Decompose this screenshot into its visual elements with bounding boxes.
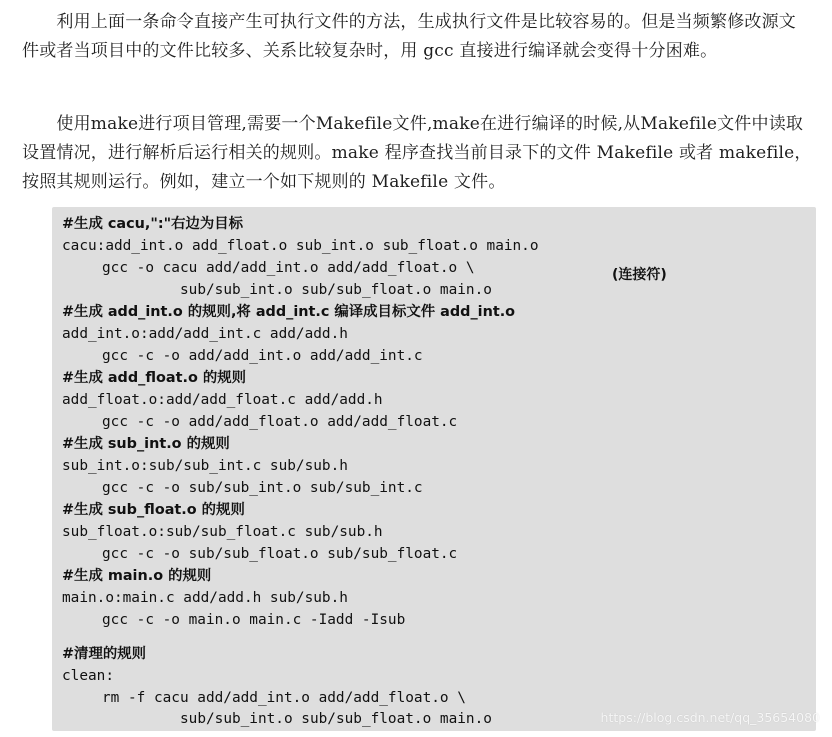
code-continuation-line: sub/sub_int.o sub/sub_float.o main.o	[180, 282, 492, 298]
code-rule-line: sub_float.o:sub/sub_float.c sub/sub.h	[62, 524, 383, 540]
watermark-text: https://blog.csdn.net/qq_35654080	[600, 710, 820, 725]
code-command-line: gcc -o cacu add/add_int.o add/add_float.o \	[102, 260, 475, 276]
makefile-code-block	[52, 207, 816, 731]
code-comment-line: #生成 add_float.o 的规则	[62, 370, 247, 386]
code-rule-line: cacu:add_int.o add_float.o sub_int.o sub_float.o main.o	[62, 238, 539, 254]
code-comment-line: #生成 main.o 的规则	[62, 568, 212, 584]
code-continuation-line: sub/sub_int.o sub/sub_float.o main.o	[180, 711, 492, 727]
code-command-line: rm -f cacu add/add_int.o add/add_float.o \	[102, 690, 466, 706]
code-comment-line: #生成 cacu,":"右边为目标	[62, 216, 244, 232]
code-command-line: gcc -c -o sub/sub_float.o sub/sub_float.c	[102, 546, 458, 562]
code-rule-line: sub_int.o:sub/sub_int.c sub/sub.h	[62, 458, 348, 474]
code-rule-line: main.o:main.c add/add.h sub/sub.h	[62, 590, 348, 606]
code-comment-line: #生成 sub_float.o 的规则	[62, 502, 245, 518]
code-command-line: gcc -c -o add/add_float.o add/add_float.c	[102, 414, 458, 430]
code-rule-line: clean:	[62, 668, 114, 684]
code-comment-line: #生成 sub_int.o 的规则	[62, 436, 230, 452]
intro-paragraph: 利用上面一条命令直接产生可执行文件的方法，生成执行文件是比较容易的。但是当频繁修改源文件或者当项目中的文件比较多、关系比较复杂时，用 gcc 直接进行编译就会变得十分困难。	[22, 12, 796, 61]
code-command-line: gcc -c -o main.o main.c -Iadd -Isub	[102, 612, 406, 628]
makefile-paragraph: 使用make进行项目管理,需要一个Makefile文件,make在进行编译的时候,从Makefile文件中读取设置情况，进行解析后运行相关的规则。make 程序查找当前目录下的文件 Makefile 或者 makefile，按照其规则运行。例如，建立一个如下规则的 Makefile 文件。	[22, 114, 812, 192]
code-comment-line: #生成 add_int.o 的规则,将 add_int.c 编译成目标文件 add_int.o	[62, 304, 516, 320]
code-rule-line: add_float.o:add/add_float.c add/add.h	[62, 392, 383, 408]
code-comment-line: #清理的规则	[62, 646, 147, 662]
code-rule-line: add_int.o:add/add_int.c add/add.h	[62, 326, 348, 342]
code-command-line: gcc -c -o sub/sub_int.o sub/sub_int.c	[102, 480, 423, 496]
code-command-line: gcc -c -o add/add_int.o add/add_int.c	[102, 348, 423, 364]
continuation-note: (连接符)	[612, 267, 667, 283]
